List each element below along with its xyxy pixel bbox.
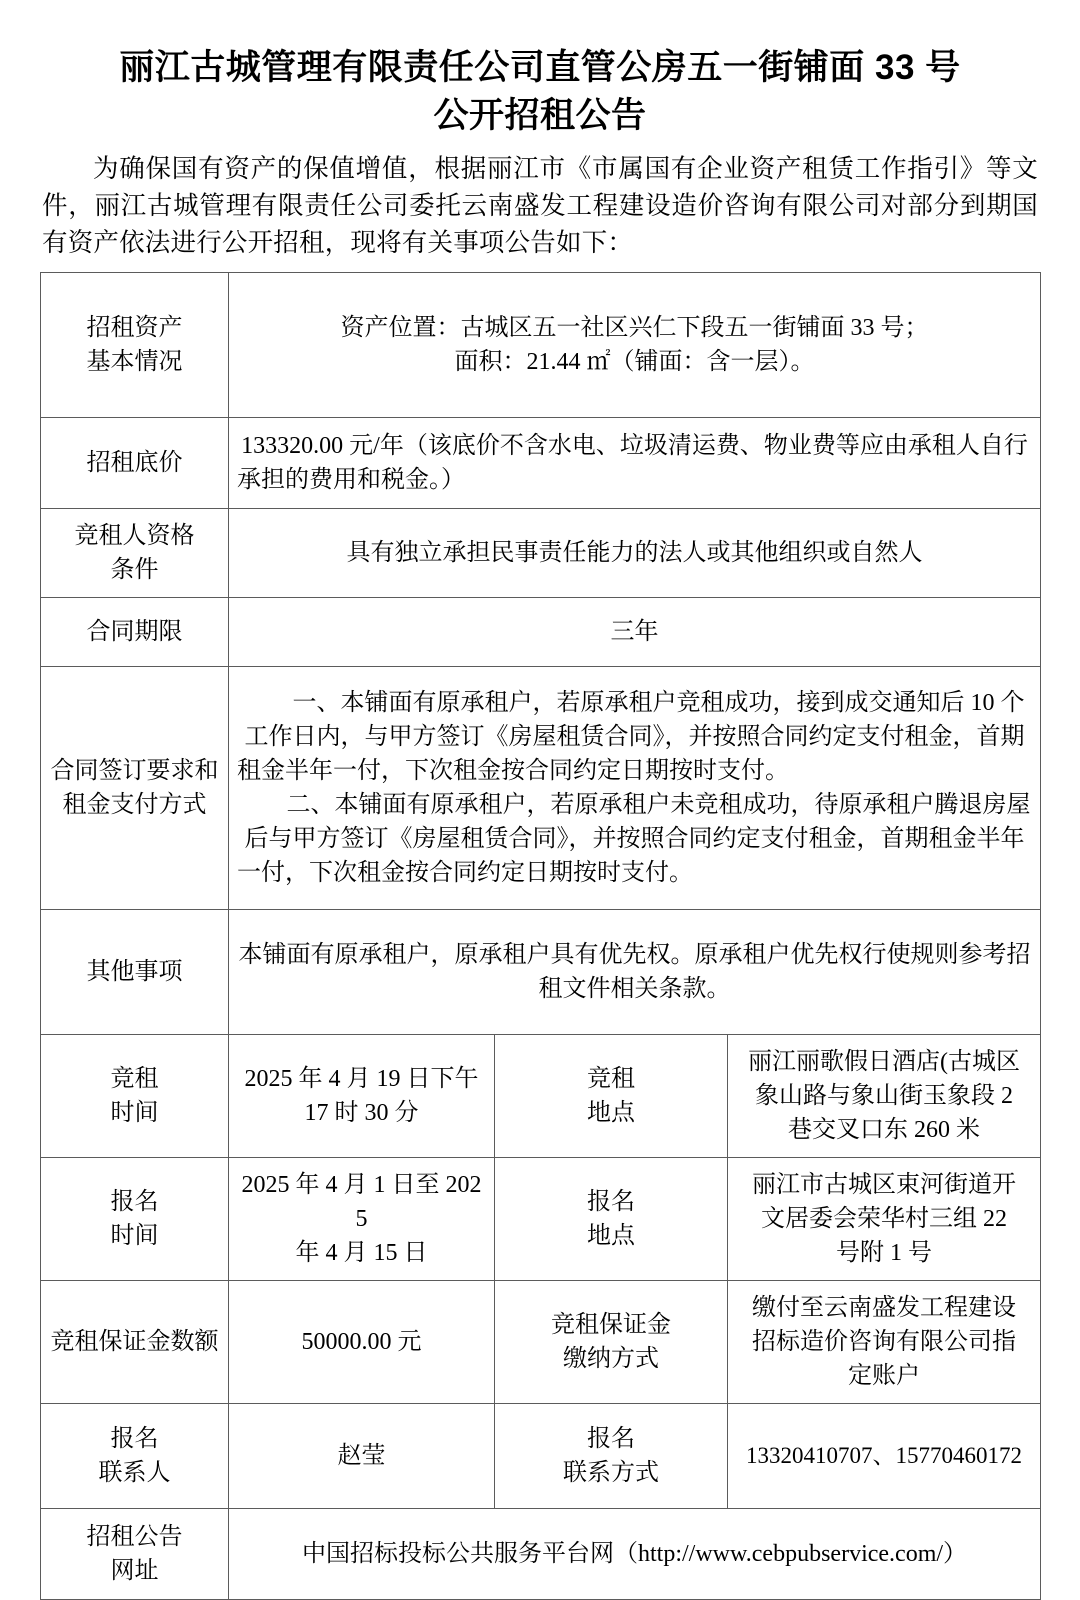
- table-row-other-matters: [41, 910, 1041, 1035]
- row-label-contract-signing: [41, 667, 229, 910]
- row-label-registration-time: [41, 1158, 229, 1281]
- row-label-deposit-amount: 竞租保证金数额: [41, 1281, 229, 1404]
- registration-time-label-line-2: 时间: [110, 1223, 159, 1250]
- registration-time-value-line-2: 年 4 月 15 日: [295, 1240, 428, 1267]
- row-value-deposit-amount: 50000.00 元: [229, 1281, 495, 1404]
- intro-paragraph: 为确保国有资产的保值增值，根据丽江市《市属国有企业资产租赁工作指引》等文件，丽江古城管理有限责任公司委托云南盛发工程建设造价咨询有限公司对部分到期国有资产依法进行公开招租，现将有关事项公告如下：: [42, 154, 1038, 258]
- page-title: [46, 44, 1034, 139]
- asset-info-area: 面积：21.44 ㎡（铺面：含一层）。: [454, 349, 815, 376]
- row-value-bid-time: [229, 1035, 495, 1158]
- bid-time-value-line-2: 17 时 30 分: [304, 1100, 419, 1127]
- row-value-contract-term: 三年: [229, 598, 1041, 667]
- table-row-asset-info: [41, 273, 1041, 418]
- registration-location-value-line-3: 号附 1 号: [836, 1240, 933, 1267]
- registration-location-label-line-2: 地点: [587, 1223, 635, 1250]
- asset-info-location: 资产位置：古城区五一社区兴仁下段五一街铺面 33 号；: [340, 315, 929, 342]
- registration-time-label-line-1: 报名: [110, 1189, 159, 1216]
- contract-signing-paragraph-1: 一、本铺面有原承租户，若原承租户竞租成功，接到成交通知后 10 个工作日内，与甲方签订《房屋租赁合同》，并按照合同约定支付租金，首期租金半年一付，下次租金按合同约定日期按时支付。: [237, 689, 1025, 785]
- announcement-url-label-line-1: 招租公告: [86, 1524, 183, 1551]
- bid-time-label-line-1: 竞租: [110, 1066, 159, 1093]
- row-label-contact-person: [41, 1404, 229, 1509]
- table-row-announcement-url: [41, 1509, 1041, 1600]
- row-label-registration-location: [495, 1158, 728, 1281]
- table-row-deposit: [41, 1281, 1041, 1404]
- registration-location-label-line-1: 报名: [587, 1189, 635, 1216]
- row-label-bidder-qualification: [41, 509, 229, 598]
- deposit-method-label-line-2: 缴纳方式: [563, 1346, 659, 1373]
- row-value-registration-location: [728, 1158, 1041, 1281]
- row-label-base-price: 招租底价: [41, 418, 229, 509]
- bidder-qualification-label-line-2: 条件: [110, 557, 159, 584]
- contract-signing-label-line-2: 租金支付方式: [62, 792, 207, 819]
- row-value-bid-location: [728, 1035, 1041, 1158]
- row-label-announcement-url: [41, 1509, 229, 1600]
- bid-location-value-line-3: 巷交叉口东 260 米: [788, 1117, 981, 1144]
- table-row-contract-signing: [41, 667, 1041, 910]
- row-label-bid-time: [41, 1035, 229, 1158]
- row-value-deposit-method: [728, 1281, 1041, 1404]
- contact-method-label-line-2: 联系方式: [563, 1460, 659, 1487]
- contract-signing-label-line-1: 合同签订要求和: [50, 758, 219, 785]
- registration-location-value-line-2: 文居委会荣华村三组 22: [761, 1206, 1008, 1233]
- table-row-contract-term: [41, 598, 1041, 667]
- row-value-registration-time: [229, 1158, 495, 1281]
- bidder-qualification-label-line-1: 竞租人资格: [74, 523, 195, 550]
- bid-time-value-line-1: 2025 年 4 月 19 日下午: [244, 1066, 479, 1093]
- row-label-bid-location: [495, 1035, 728, 1158]
- bid-location-value-line-1: 丽江丽歌假日酒店(古城区: [748, 1048, 1021, 1075]
- row-value-contact-method: 13320410707、15770460172: [728, 1404, 1041, 1509]
- table-row-bidder-qualification: [41, 509, 1041, 598]
- page-title-line-2: 公开招租公告: [433, 95, 647, 135]
- table-row-registration-time: [41, 1158, 1041, 1281]
- announcement-table: [40, 272, 1041, 1600]
- contact-person-label-line-1: 报名: [110, 1426, 159, 1453]
- row-value-announcement-url: 中国招标投标公共服务平台网（http://www.cebpubservice.com/）: [229, 1509, 1041, 1600]
- table-row-contact: [41, 1404, 1041, 1509]
- bid-location-label-line-2: 地点: [587, 1100, 635, 1127]
- row-label-contract-term: 合同期限: [41, 598, 229, 667]
- row-label-asset-info: [41, 273, 229, 418]
- deposit-method-value-line-2: 招标造价咨询有限公司指: [752, 1329, 1017, 1356]
- row-value-asset-info: [229, 273, 1041, 418]
- row-value-other-matters: 本铺面有原承租户，原承租户具有优先权。原承租户优先权行使规则参考招租文件相关条款。: [229, 910, 1041, 1035]
- contact-method-label-line-1: 报名: [587, 1426, 635, 1453]
- registration-time-value-line-1: 2025 年 4 月 1 日至 2025: [241, 1171, 482, 1233]
- contact-person-label-line-2: 联系人: [98, 1460, 171, 1487]
- page-title-line-1: 丽江古城管理有限责任公司直管公房五一街铺面 33 号: [119, 48, 961, 87]
- bid-location-label-line-1: 竞租: [587, 1066, 635, 1093]
- bid-time-label-line-2: 时间: [110, 1100, 159, 1127]
- row-value-bidder-qualification: 具有独立承担民事责任能力的法人或其他组织或自然人: [229, 509, 1041, 598]
- row-value-base-price: 133320.00 元/年（该底价不含水电、垃圾清运费、物业费等应由承租人自行承担的费用和税金。）: [229, 418, 1041, 509]
- row-value-contract-signing: [229, 667, 1041, 910]
- row-value-contact-person: 赵莹: [229, 1404, 495, 1509]
- deposit-method-label-line-1: 竞租保证金: [551, 1312, 671, 1339]
- announcement-url-label-line-2: 网址: [110, 1558, 159, 1585]
- table-row-base-price: [41, 418, 1041, 509]
- registration-location-value-line-1: 丽江市古城区束河街道开: [752, 1171, 1017, 1198]
- table-row-bid-time: [41, 1035, 1041, 1158]
- asset-info-label-line-2: 基本情况: [86, 349, 183, 376]
- row-label-contact-method: [495, 1404, 728, 1509]
- row-label-other-matters: 其他事项: [41, 910, 229, 1035]
- row-label-deposit-method: [495, 1281, 728, 1404]
- deposit-method-value-line-1: 缴付至云南盛发工程建设: [752, 1294, 1017, 1321]
- bid-location-value-line-2: 象山路与象山街玉象段 2: [755, 1083, 1014, 1110]
- asset-info-label-line-1: 招租资产: [86, 315, 183, 342]
- contract-signing-paragraph-2: 二、本铺面有原承租户，若原承租户未竞租成功，待原承租户腾退房屋后与甲方签订《房屋租赁合同》，并按照合同约定支付租金，首期租金半年一付，下次租金按合同约定日期按时支付。: [237, 792, 1031, 887]
- deposit-method-value-line-3: 定账户: [848, 1363, 921, 1390]
